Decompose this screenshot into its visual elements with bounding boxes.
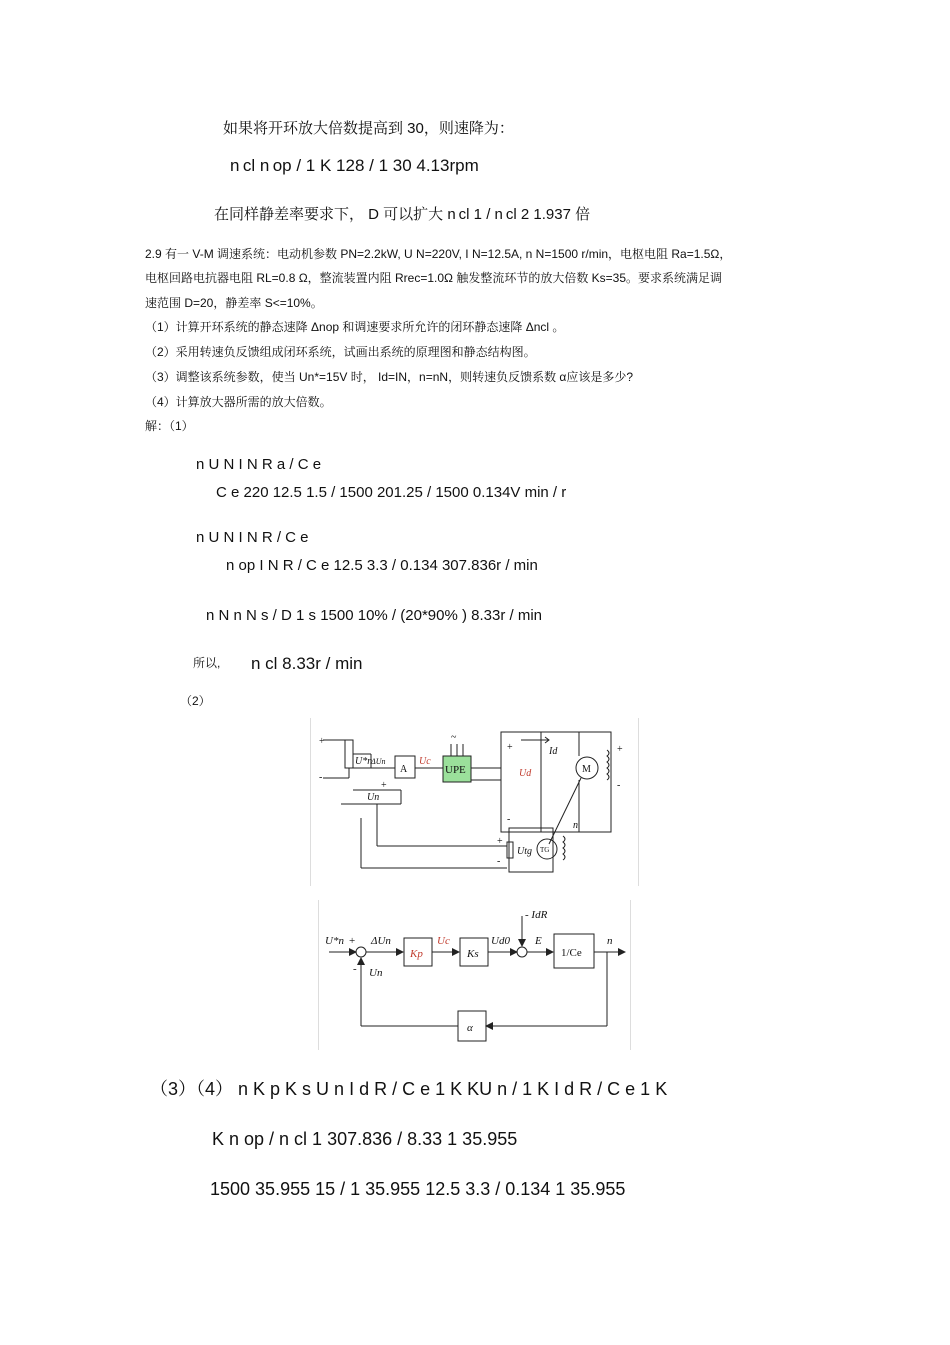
- label-n: n: [573, 820, 578, 831]
- static-block-diagram: [318, 900, 631, 1050]
- text-line-3: 在同样静差率要求下， D 可以扩大 n cl 1 / n cl 2 1.937 倍: [214, 206, 591, 223]
- label-uc: Uc: [419, 756, 431, 767]
- bd-block-gain: 1/Ce: [561, 947, 582, 959]
- label-ud: Ud: [519, 768, 532, 779]
- plus-sign: +: [507, 742, 513, 753]
- block-motor-label: M: [582, 764, 591, 775]
- bd-plus-sign: +: [349, 935, 356, 947]
- bd-block-kp: Kp: [410, 948, 423, 960]
- text-line-17: 所以,: [193, 656, 221, 670]
- block-a-label: A: [400, 764, 408, 775]
- text-line-19: （2）: [180, 694, 211, 708]
- text-line-22: 1500 35.955 15 / 1 35.955 12.5 3.3 / 0.134 1 35.955: [210, 1179, 626, 1199]
- plus-sign: +: [381, 780, 387, 791]
- plus-sign: +: [497, 836, 503, 847]
- bd-label-un-star: U*n: [325, 935, 344, 947]
- text-line-14: n U N I N R / C e: [196, 529, 309, 546]
- supply-tilde: ~: [451, 732, 457, 743]
- minus-sign: -: [507, 814, 511, 825]
- bd-label-uc: Uc: [437, 935, 450, 947]
- minus-sign: -: [319, 772, 323, 783]
- bd-block-alpha: α: [467, 1022, 473, 1034]
- text-line-12: n U N I N R a / C e: [196, 456, 322, 473]
- bd-label-minus-idr: - IdR: [525, 909, 548, 921]
- text-line-13: C e 220 12.5 1.5 / 1500 201.25 / 1500 0.134V min / r: [216, 484, 567, 501]
- text-line-5: 电枢回路电抗器电阻 RL=0.8 Ω，整流装置内阻 Rrec=1.0Ω 触发整流环节的放大倍数 Ks=35。要求系统满足调: [145, 271, 723, 285]
- label-un-star: U*n: [355, 756, 373, 767]
- bd-block-ks: Ks: [467, 948, 479, 960]
- bd-label-ud0: Ud0: [491, 935, 510, 947]
- block-diagram-svg: [319, 900, 630, 1050]
- label-delta-un: ΔUn: [371, 757, 386, 766]
- bd-label-delta-un: ΔUn: [371, 935, 391, 947]
- text-line-2: n cl n op / 1 K 128 / 1 30 4.13rpm: [230, 156, 479, 175]
- schematic-svg: [311, 718, 638, 886]
- bd-label-un: Un: [369, 967, 383, 979]
- text-line-1: 如果将开环放大倍数提高到 30，则速降为：: [223, 120, 514, 137]
- plus-sign: +: [319, 736, 325, 747]
- minus-sign: -: [497, 856, 501, 867]
- block-tg-label: TG: [540, 846, 550, 854]
- system-schematic: [310, 718, 639, 886]
- bd-minus-sign: -: [353, 963, 357, 975]
- minus-sign: -: [617, 780, 621, 791]
- bd-label-n: n: [607, 935, 613, 947]
- text-line-7: （1）计算开环系统的静态速降 Δnop 和调速要求所允许的闭环静态速降 Δncl 。: [145, 320, 565, 334]
- text-line-21: K n op / n cl 1 307.836 / 8.33 1 35.955: [212, 1129, 518, 1149]
- plus-sign: +: [617, 744, 623, 755]
- text-line-6: 速范围 D=20，静差率 S<=10%。: [145, 296, 323, 310]
- bd-label-e: E: [535, 935, 542, 947]
- text-line-20: （3）（4） n K p K s U n I d R / C e 1 K KU n / 1 K I d R / C e 1 K: [150, 1079, 668, 1099]
- label-utg: Utg: [517, 846, 532, 857]
- text-line-15: n op I N R / C e 12.5 3.3 / 0.134 307.836r / min: [226, 557, 538, 574]
- text-line-16: n N n N s / D 1 s 1500 10% / (20*90% ) 8.33r / min: [206, 607, 542, 624]
- label-id: Id: [549, 746, 558, 757]
- text-line-18: n cl 8.33r / min: [251, 654, 363, 673]
- text-line-8: （2）采用转速负反馈组成闭环系统，试画出系统的原理图和静态结构图。: [145, 345, 536, 359]
- block-upe-label: UPE: [445, 764, 466, 776]
- text-line-10: （4）计算放大器所需的放大倍数。: [145, 395, 332, 409]
- text-line-11: 解：（1）: [145, 419, 194, 433]
- text-line-4: 2.9 有一 V-M 调速系统：电动机参数 PN=2.2kW, U N=220V, I N=12.5A, n N=1500 r/min，电枢电阻 Ra=1.5Ω，: [145, 247, 732, 261]
- label-un: Un: [367, 792, 380, 803]
- text-line-9: （3）调整该系统参数，使当 Un*=15V 时， Id=IN，n=nN，则转速负反馈系数 α应该是多少?: [145, 370, 634, 384]
